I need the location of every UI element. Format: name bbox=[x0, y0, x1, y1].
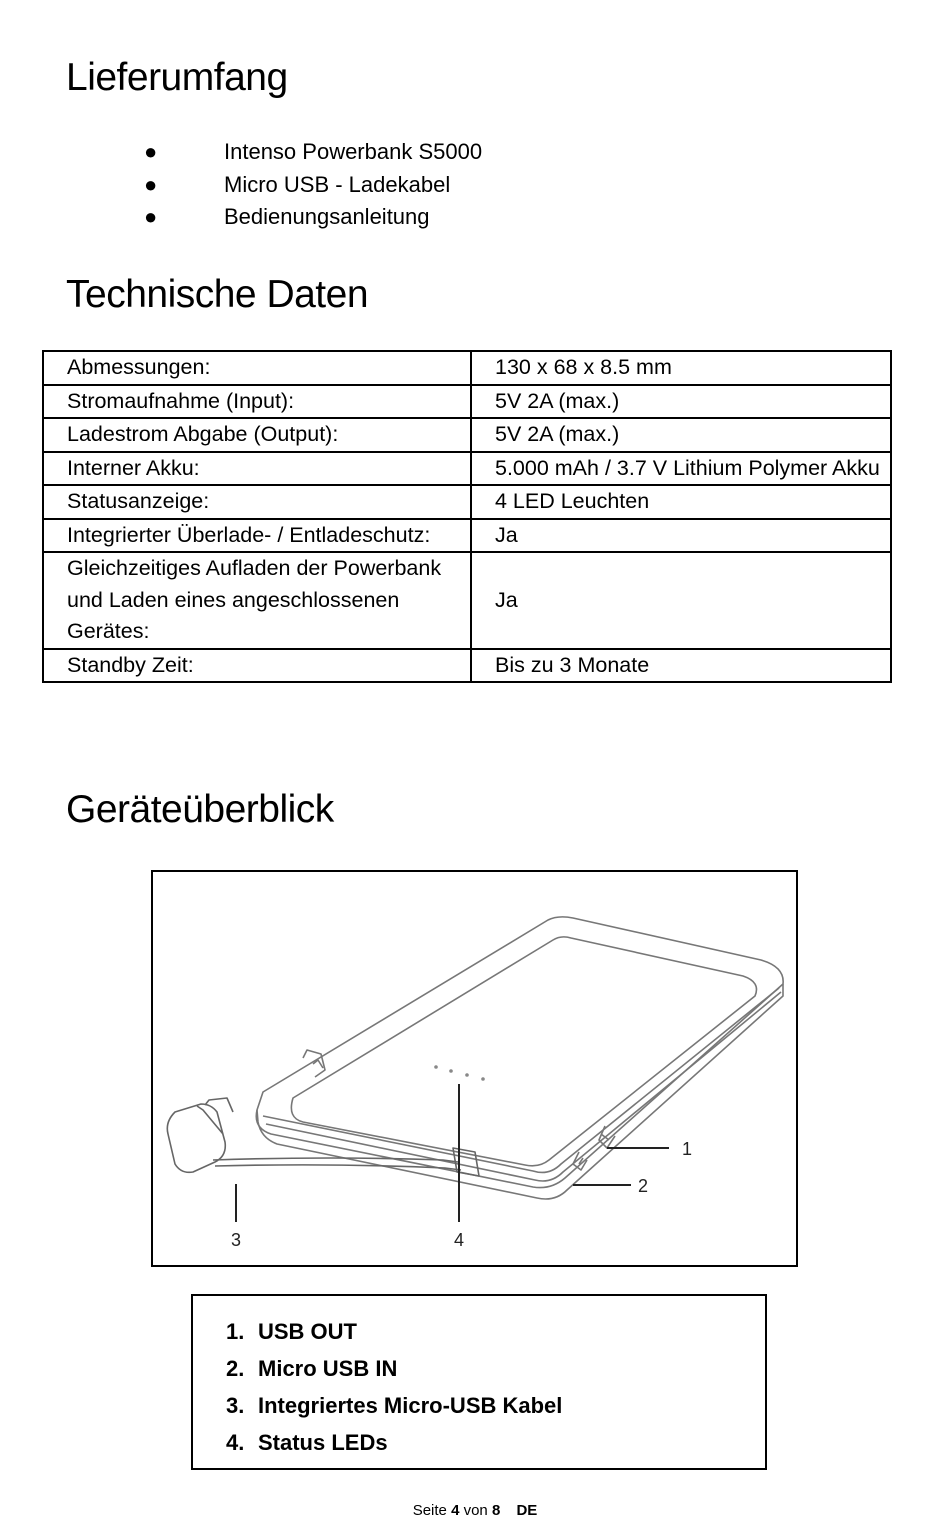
spec-value: 5V 2A (max.) bbox=[471, 385, 891, 419]
legend-item bbox=[226, 1387, 562, 1424]
table-row bbox=[43, 452, 891, 486]
spec-key: Standby Zeit: bbox=[43, 649, 471, 683]
footer-page-number: 4 bbox=[451, 1502, 460, 1519]
powerbank-outline bbox=[256, 917, 783, 1188]
list-item-label: Intenso Powerbank S5000 bbox=[224, 139, 483, 165]
list-item-label: Micro USB - Ladekabel bbox=[224, 171, 451, 197]
legend-label: Status LEDs bbox=[258, 1429, 388, 1455]
footer-language: DE bbox=[516, 1502, 538, 1519]
bullet-icon: ● bbox=[144, 204, 158, 230]
section-title-specs: Technische Daten bbox=[66, 273, 369, 316]
callout-3: 3 bbox=[231, 1230, 242, 1250]
list-item bbox=[140, 136, 482, 169]
powerbank-face bbox=[291, 937, 756, 1166]
spec-value: Ja bbox=[471, 552, 891, 649]
section-title-overview: Geräteüberblick bbox=[66, 788, 334, 831]
legend-number: 1. bbox=[226, 1318, 245, 1344]
footer-prefix: Seite bbox=[412, 1502, 447, 1519]
spec-value: 4 LED Leuchten bbox=[471, 485, 891, 519]
micro-usb-connector bbox=[167, 1104, 225, 1172]
legend-number: 4. bbox=[226, 1429, 245, 1455]
spec-value: 130 x 68 x 8.5 mm bbox=[471, 351, 891, 385]
callout-1: 1 bbox=[682, 1139, 693, 1159]
legend-number: 2. bbox=[226, 1355, 245, 1381]
bullet-icon: ● bbox=[144, 139, 158, 165]
diagram-legend bbox=[191, 1294, 767, 1470]
spec-key: Stromaufnahme (Input): bbox=[43, 385, 471, 419]
delivery-list bbox=[140, 136, 482, 234]
table-row bbox=[43, 552, 891, 649]
legend-label: Micro USB IN bbox=[258, 1355, 398, 1381]
legend-item bbox=[226, 1313, 562, 1350]
bullet-icon: ● bbox=[144, 171, 158, 197]
spec-key: Interner Akku: bbox=[43, 452, 471, 486]
spec-key: Statusanzeige: bbox=[43, 485, 471, 519]
status-led-icons bbox=[434, 1065, 485, 1081]
legend-number: 3. bbox=[226, 1392, 245, 1418]
list-item bbox=[140, 169, 482, 202]
spec-value: 5V 2A (max.) bbox=[471, 418, 891, 452]
table-row bbox=[43, 649, 891, 683]
footer-of: von bbox=[463, 1502, 488, 1519]
legend-label: USB OUT bbox=[258, 1318, 357, 1344]
spec-key: Ladestrom Abgabe (Output): bbox=[43, 418, 471, 452]
legend-item bbox=[226, 1350, 562, 1387]
page-footer bbox=[0, 1502, 950, 1519]
section-title-delivery: Lieferumfang bbox=[66, 56, 288, 99]
spec-table bbox=[42, 350, 892, 683]
spec-key: Gleichzeitiges Aufladen der Powerbank und Laden eines angeschlossenen Gerätes: bbox=[43, 552, 471, 649]
powerbank-drawing bbox=[153, 872, 796, 1265]
table-row bbox=[43, 385, 891, 419]
table-row bbox=[43, 485, 891, 519]
spec-key: Abmessungen: bbox=[43, 351, 471, 385]
device-diagram bbox=[151, 870, 798, 1267]
spec-value: Bis zu 3 Monate bbox=[471, 649, 891, 683]
legend-label: Integriertes Micro-USB Kabel bbox=[258, 1392, 563, 1418]
spec-value: 5.000 mAh / 3.7 V Lithium Polymer Akku bbox=[471, 452, 891, 486]
spec-key: Integrierter Überlade- / Entladeschutz: bbox=[43, 519, 471, 553]
table-row bbox=[43, 418, 891, 452]
callout-4: 4 bbox=[454, 1230, 465, 1250]
callout-2: 2 bbox=[638, 1176, 649, 1196]
footer-total-pages: 8 bbox=[491, 1502, 501, 1519]
list-item-label: Bedienungsanleitung bbox=[224, 204, 430, 230]
list-item bbox=[140, 201, 482, 234]
cable-icon bbox=[167, 1098, 479, 1176]
spec-value: Ja bbox=[471, 519, 891, 553]
table-row bbox=[43, 351, 891, 385]
legend-item bbox=[226, 1424, 562, 1461]
table-row bbox=[43, 519, 891, 553]
